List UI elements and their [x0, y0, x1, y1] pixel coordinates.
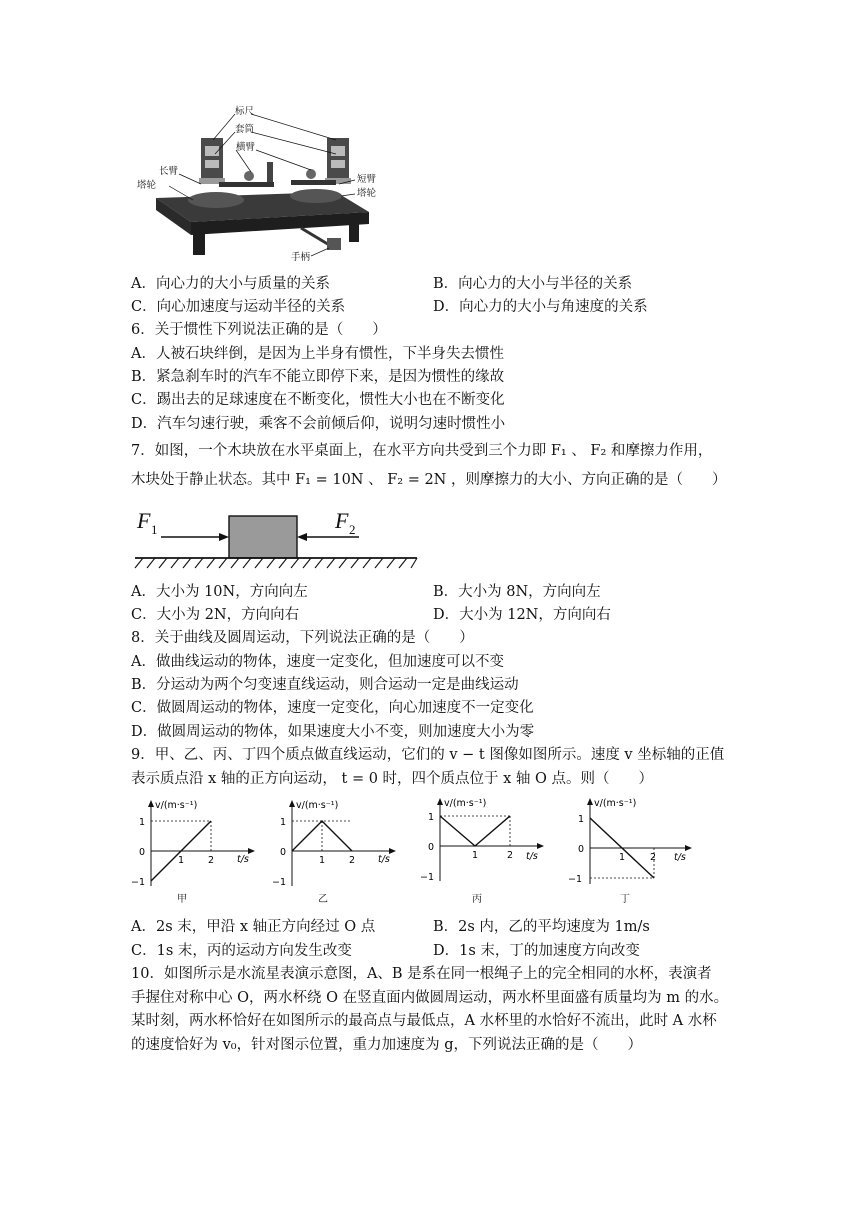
- q7-option-c[interactable]: C．大小为 2N，方向向右: [131, 607, 300, 623]
- q5-option-c[interactable]: C．向心加速度与运动半径的关系: [131, 299, 346, 315]
- q9-stem-line2: 表示质点沿 x 轴的正方向运动， t = 0 时，四个质点位于 x 轴 O 点。则（ ）: [131, 771, 654, 787]
- ding-caption: 丁: [620, 894, 630, 905]
- jia-tick-y-0: 0: [139, 847, 146, 858]
- label-handle: 手柄: [291, 252, 311, 263]
- jia-caption: 甲: [177, 894, 187, 905]
- q8-stem: 8．关于曲线及圆周运动，下列说法正确的是（ ）: [131, 630, 474, 646]
- bing-tick-y-1: 1: [428, 812, 435, 823]
- wooden-block: [229, 516, 297, 558]
- yi-tick-y-neg1: −1: [272, 877, 287, 888]
- yi-tick-y-1: 1: [280, 817, 287, 828]
- q7-option-a[interactable]: A．大小为 10N，方向向左: [131, 584, 308, 600]
- q8-option-d[interactable]: D．做圆周运动的物体，如果速度大小不变，则加速度大小为零: [131, 724, 535, 740]
- q7-option-b[interactable]: B．大小为 8N，方向向左: [433, 584, 601, 600]
- yi-tick-y-0: 0: [280, 847, 287, 858]
- yi-caption: 乙: [318, 894, 328, 905]
- bing-tick-x-1: 1: [472, 850, 479, 861]
- q6-option-a[interactable]: A．人被石块绊倒，是因为上半身有惯性，下半身失去惯性: [131, 346, 504, 362]
- yi-ylabel: v/(m·s⁻¹): [296, 800, 339, 811]
- bing-caption: 丙: [472, 894, 482, 905]
- f1-subscript: 1: [151, 522, 158, 537]
- label-sleeve: 套筒: [235, 124, 255, 135]
- label-tower-wheel-right: 塔轮: [357, 188, 377, 199]
- bing-tick-y-neg1: −1: [420, 872, 435, 883]
- ding-xlabel: t/s: [674, 852, 686, 863]
- label-long-arm: 长臂: [159, 166, 179, 177]
- q8-option-b[interactable]: B．分运动为两个匀变速直线运动，则合运动一定是曲线运动: [131, 677, 519, 693]
- jia-tick-x-1: 1: [178, 855, 185, 866]
- ding-tick-y-1: 1: [578, 814, 585, 825]
- bing-tick-x-2: 2: [507, 850, 514, 861]
- jia-tick-y-neg1: −1: [131, 877, 146, 888]
- f2-subscript: 2: [349, 522, 356, 537]
- q8-option-c[interactable]: C．做圆周运动的物体，速度一定变化，向心加速度不一定变化: [131, 700, 534, 716]
- q10-line3: 某时刻，两水杯恰好在如图所示的最高点与最低点，A 水杯里的水恰好不流出，此时 A 水杯: [131, 1013, 717, 1029]
- q7-stem-line2: 木块处于静止状态。其中 F₁ = 10N 、 F₂ = 2N ，则摩擦力的大小、方向正确的是（ ）: [131, 472, 727, 488]
- q9-option-d[interactable]: D．1s 末，丁的加速度方向改变: [433, 943, 640, 959]
- vt-graph-jia: [131, 796, 261, 906]
- q5-option-a[interactable]: A．向心力的大小与质量的关系: [131, 276, 330, 292]
- q6-option-b[interactable]: B．紧急刹车时的汽车不能立即停下来，是因为惯性的缘故: [131, 369, 505, 385]
- table-hatching: [135, 558, 417, 568]
- q9-option-a[interactable]: A．2s 末，甲沿 x 轴正方向经过 O 点: [131, 919, 376, 935]
- q5-option-d[interactable]: D．向心力的大小与角速度的关系: [433, 299, 648, 315]
- vt-graph-ding: [568, 796, 698, 906]
- ding-tick-y-neg1: −1: [568, 874, 583, 885]
- jia-xlabel: t/s: [237, 854, 249, 865]
- bing-ylabel: v/(m·s⁻¹): [444, 798, 487, 809]
- jia-tick-y-1: 1: [139, 817, 146, 828]
- ding-ylabel: v/(m·s⁻¹): [594, 798, 637, 809]
- jia-tick-x-2: 2: [208, 855, 215, 866]
- centripetal-force-apparatus-figure: [131, 100, 391, 265]
- q7-stem-line1: 7．如图，一个木块放在水平桌面上，在水平方向共受到三个力即 F₁ 、 F₂ 和摩擦力作用，: [131, 443, 713, 459]
- label-crossarm: 横臂: [236, 142, 256, 153]
- q6-option-c[interactable]: C．踢出去的足球速度在不断变化，惯性大小也在不断变化: [131, 392, 505, 408]
- ding-tick-x-1: 1: [619, 852, 626, 863]
- q7-block-force-figure: [131, 506, 431, 571]
- q10-line4: 的速度恰好为 v₀，针对图示位置，重力加速度为 g，下列说法正确的是（ ）: [131, 1037, 643, 1053]
- vt-graph-yi: [272, 796, 402, 906]
- q6-option-d[interactable]: D．汽车匀速行驶，乘客不会前倾后仰，说明匀速时惯性小: [131, 416, 506, 432]
- q10-line2: 手握住对称中心 O，两水杯绕 O 在竖直面内做圆周运动，两水杯里面盛有质量均为 m 的水。: [131, 990, 729, 1006]
- bing-tick-y-0: 0: [428, 842, 435, 853]
- jia-ylabel: v/(m·s⁻¹): [155, 800, 198, 811]
- f1-label: F: [137, 508, 151, 533]
- q7-option-d[interactable]: D．大小为 12N，方向向右: [433, 607, 611, 623]
- label-short-arm: 短臂: [357, 174, 377, 185]
- bing-velocity-line: [440, 816, 510, 846]
- f2-label: F: [335, 508, 349, 533]
- ding-tick-x-2: 2: [650, 852, 657, 863]
- q10-line1: 10．如图所示是水流星表演示意图，A、B 是系在同一根绳子上的完全相同的水杯，表演者: [131, 966, 712, 982]
- label-tower-wheel-left: 塔轮: [137, 180, 157, 191]
- yi-tick-x-1: 1: [319, 855, 326, 866]
- ding-tick-y-0: 0: [578, 844, 585, 855]
- yi-tick-x-2: 2: [349, 855, 356, 866]
- q9-option-c[interactable]: C．1s 末，丙的运动方向发生改变: [131, 943, 352, 959]
- q9-option-b[interactable]: B．2s 内，乙的平均速度为 1m/s: [433, 919, 650, 935]
- q9-stem-line1: 9．甲、乙、丙、丁四个质点做直线运动，它们的 v − t 图像如图所示。速度 v 坐标轴的正值: [131, 747, 725, 763]
- vt-graph-bing: [420, 796, 550, 906]
- label-ruler: 标尺: [235, 106, 255, 117]
- q8-option-a[interactable]: A．做曲线运动的物体，速度一定变化，但加速度可以不变: [131, 654, 504, 670]
- q5-option-b[interactable]: B．向心力的大小与半径的关系: [433, 276, 633, 292]
- yi-xlabel: t/s: [378, 854, 390, 865]
- q6-stem: 6．关于惯性下列说法正确的是（ ）: [131, 322, 387, 338]
- bing-xlabel: t/s: [526, 851, 538, 862]
